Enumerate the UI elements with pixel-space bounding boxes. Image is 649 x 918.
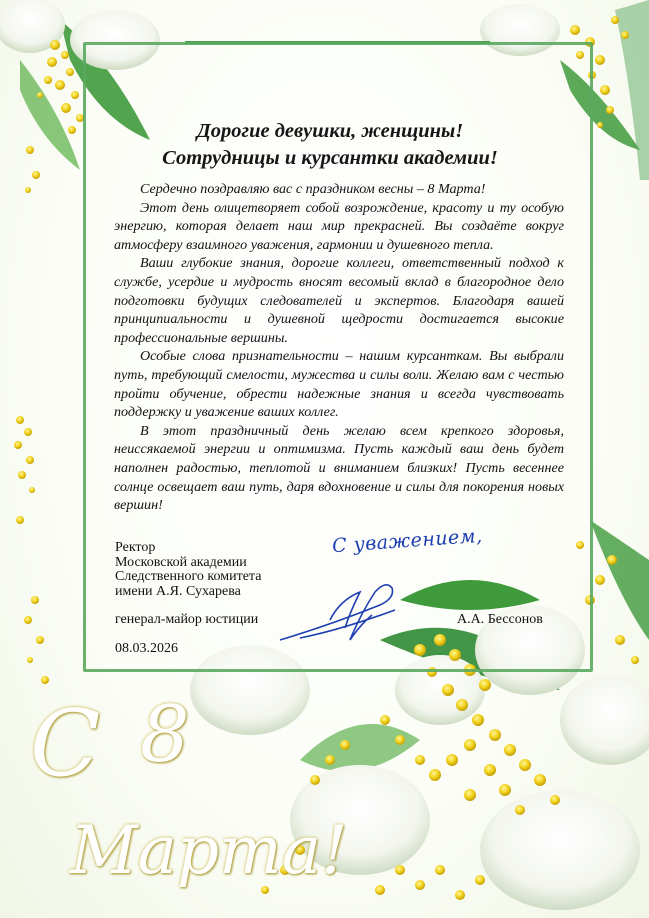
greeting-number-8: 8 xyxy=(140,690,190,780)
letter-body xyxy=(114,180,564,515)
heading-line-2: Сотрудницы и курсантки академии! xyxy=(162,147,498,169)
signatory-rank: генерал-майор юстиции xyxy=(115,612,259,627)
signatory-line-4: имени А.Я. Сухарева xyxy=(115,583,241,599)
handwritten-closing: С уважением, xyxy=(331,524,484,558)
signatory-title xyxy=(115,541,261,599)
paragraph-1: Сердечно поздравляю вас с праздником весны – 8 Марта! xyxy=(140,181,486,197)
signatory-line-2: Московской академии xyxy=(115,554,247,570)
signatory-line-1: Ректор xyxy=(115,540,156,555)
letter-heading xyxy=(120,118,540,172)
paragraph-4: Особые слова признательности – нашим курсанткам. Вы выбрали путь, требующий смелости, мужества и силы воли. Желаю вам с честью пройти обучение, обрести надежные знания и всегда чувствовать поддержку и уважение ваших коллег. xyxy=(114,348,564,421)
paragraph-2: Этот день олицетворяет собой возрождение, красоту и ту особую энергию, которая делает наш мир прекрасней. Вы создаёте вокруг атмосферу взаимного уважения, гармонии и душевного тепла. xyxy=(114,199,564,253)
letter-date: 08.03.2026 xyxy=(115,641,178,656)
greeting-march: Марта! xyxy=(70,812,348,889)
signatory-name: А.А. Бессонов xyxy=(457,612,543,627)
paragraph-3: Ваши глубокие знания, дорогие коллеги, ответственный подход к службе, усердие и мудрость вносят весомый вклад в благородное дело подготовки будущих следователей и экспертов. Благодаря вашей принципиальности и душевной щедрости достигается высокие профессиональные вершины. xyxy=(114,255,564,346)
greeting-letter-s: С xyxy=(30,690,101,797)
signatory-line-3: Следственного комитета xyxy=(115,569,262,584)
paragraph-5: В этот праздничный день желаю всем крепкого здоровья, неиссякаемой энергии и оптимизма. Пусть каждый ваш день будет наполнен радостью, теплотой и вниманием близких! Пусть весеннее солнце освещает ваш путь, даря вдохновение и силы для покорения новых вершин! xyxy=(114,422,564,514)
heading-line-1: Дорогие девушки, женщины! xyxy=(196,120,464,142)
